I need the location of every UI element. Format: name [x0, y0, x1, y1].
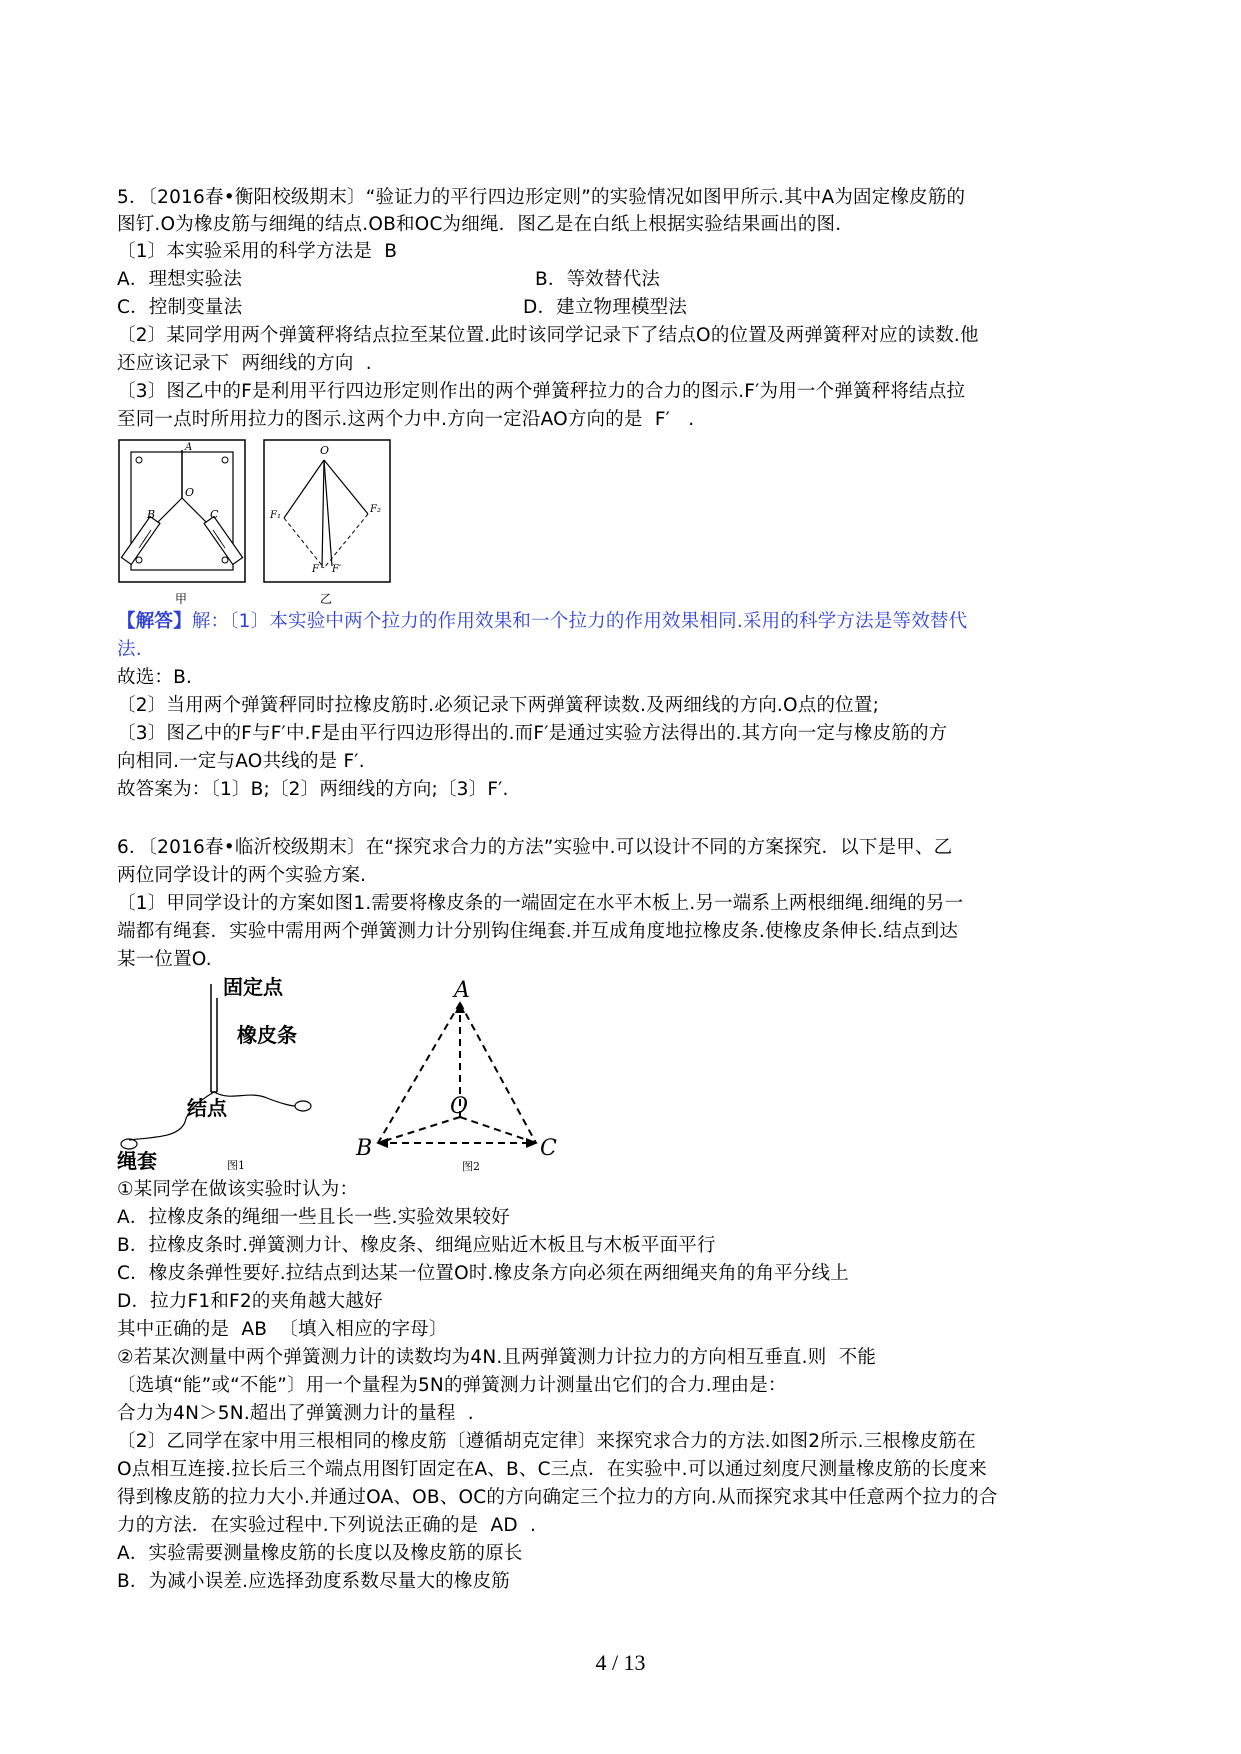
fig-jia-label-o: O — [185, 486, 195, 499]
fig2-label-b: B — [356, 1136, 373, 1161]
fig1-label-fixed-point: 固定点 — [223, 975, 283, 999]
fig-yi-label-f1: F₁ — [270, 510, 281, 521]
q6-sub2-line-2: 〔选填“能”或“不能”〕用一个量程为5N的弹簧测力计测量出它们的合力.理由是： — [117, 1375, 787, 1396]
q6-part2-option-b: B．为减小误差.应选择劲度系数尽量大的橡皮筋 — [117, 1571, 510, 1592]
q6-line-1: 6．〔2016春•临沂校级期末〕在“探究求合力的方法”实验中.可以设计不同的方案探究．以下是甲、乙 — [117, 837, 953, 858]
q6-sub1-option-b: B．拉橡皮条时.弹簧测力计、橡皮条、细绳应贴近木板且与木板平面平行 — [117, 1235, 716, 1256]
q6-part2-line-4: 力的方法．在实验过程中.下列说法正确的是 AD . — [117, 1515, 537, 1536]
q5-line-3: 〔1〕本实验采用的科学方法是 B — [117, 241, 398, 262]
q6-sub1-option-d: D．拉力F1和F2的夹角越大越好 — [117, 1291, 383, 1312]
q5-option-b: B．等效替代法 — [535, 269, 661, 290]
fig-jia-label-b: B — [147, 508, 156, 521]
answer5-line-4: 〔2〕当用两个弹簧秤同时拉橡皮筋时.必须记录下两弹簧秤读数.及两细线的方向.O点的位置; — [117, 695, 880, 716]
q5-line-2: 图钉.O为橡皮筋与细绳的结点.OB和OC为细绳．图乙是在白纸上根据实验结果画出的图． — [117, 214, 854, 235]
answer5-line-2: 法. — [117, 639, 142, 660]
q6-sub2-line-3: 合力为4N＞5N.超出了弹簧测力计的量程 . — [117, 1403, 474, 1424]
q5-option-d: D．建立物理模型法 — [523, 297, 688, 318]
q6-line-5: 某一位置O. — [117, 949, 212, 970]
q6-sub1-intro: ①某同学在做该实验时认为： — [117, 1179, 359, 1200]
answer5-line-7: 故答案为：〔1〕B;〔2〕两细线的方向;〔3〕F′. — [117, 779, 509, 800]
q6-part2-line-1: 〔2〕乙同学在家中用三根相同的橡皮筋〔遵循胡克定律〕来探究求合力的方法.如图2所示.三根橡皮筋在 — [117, 1431, 976, 1452]
fig-yi-label-f: F — [312, 564, 319, 575]
q6-line-4: 端都有绳套．实验中需用两个弹簧测力计分别钩住绳套.并互成角度地拉橡皮条.使橡皮条伸长.结点到达 — [117, 921, 959, 942]
answer5-line-1 — [117, 610, 967, 634]
q6-sub1-option-a: A．拉橡皮条的绳细一些且长一些.实验效果较好 — [117, 1207, 510, 1228]
answer5-line-3: 故选：B. — [117, 667, 193, 688]
fig-jia-label-a: A — [185, 442, 193, 453]
q5-line-1: 5．〔2016春•衡阳校级期末〕“验证力的平行四边形定则”的实验情况如图甲所示.其中A为固定橡皮筋的 — [117, 187, 966, 208]
fig1-label-knot: 结点 — [187, 1096, 227, 1120]
q6-part2-line-2: O点相互连接.拉长后三个端点用图钉固定在A、B、C三点．在实验中.可以通过刻度尺测量橡皮筋的长度来 — [117, 1459, 987, 1480]
q6-sub2-line-1: ②若某次测量中两个弹簧测力计的读数均为4N.且两弹簧测力计拉力的方向相互垂直.则 不能 — [117, 1347, 877, 1368]
fig-jia-label-c: C — [210, 508, 219, 521]
q6-part2-option-a: A．实验需要测量橡皮筋的长度以及橡皮筋的原长 — [117, 1543, 523, 1564]
q6-sub1-option-c: C．橡皮条弹性要好.拉结点到达某一位置O时.橡皮条方向必须在两细绳夹角的角平分线上 — [117, 1263, 849, 1284]
fig2-label-a: A — [454, 978, 470, 1003]
fig-yi-label-fprime: F′ — [332, 564, 342, 575]
answer-tag: 【解答】 — [117, 611, 192, 632]
q6-sub1-answer: 其中正确的是 AB 〔填入相应的字母〕 — [117, 1319, 448, 1340]
q5-line-7: 还应该记录下 两细线的方向 . — [117, 353, 372, 374]
figure-jia — [117, 438, 249, 610]
fig-jia-caption: 甲 — [175, 592, 188, 606]
figure-2 — [350, 975, 570, 1173]
q5-option-a: A．理想实验法 — [117, 269, 243, 290]
q5-option-c: C．控制变量法 — [117, 297, 243, 318]
q5-line-8: 〔3〕图乙中的F是利用平行四边形定则作出的两个弹簧秤拉力的合力的图示.F′为用一个弹簧秤将结点拉 — [117, 381, 966, 402]
q6-line-3: 〔1〕甲同学设计的方案如图1.需要将橡皮条的一端固定在水平木板上.另一端系上两根细绳.细绳的另一 — [117, 893, 964, 914]
q5-line-6: 〔2〕某同学用两个弹簧秤将结点拉至某位置.此时该同学记录下了结点O的位置及两弹簧秤对应的读数.他 — [117, 325, 979, 346]
fig2-label-o: O — [450, 1094, 469, 1119]
fig-yi-label-o: O — [320, 444, 330, 457]
answer5-line-6: 向相同.一定与AO共线的是 F′. — [117, 751, 365, 772]
fig2-caption: 图2 — [462, 1160, 480, 1173]
page-number: 4 / 13 — [595, 1650, 646, 1675]
fig-yi-label-f2: F₂ — [370, 504, 381, 515]
q6-line-2: 两位同学设计的两个实验方案. — [117, 865, 367, 886]
fig1-label-loop: 绳套 — [117, 1149, 157, 1170]
q5-line-9: 至同一点时所用拉力的图示.这两个力中.方向一定沿AO方向的是 F′ . — [117, 409, 695, 430]
q6-part2-line-3: 得到橡皮筋的拉力大小.并通过OA、OB、OC的方向确定三个拉力的方向.从而探究求其中任意两个拉力的合 — [117, 1487, 998, 1508]
fig1-caption: 图1 — [227, 1159, 245, 1170]
fig1-label-band: 橡皮条 — [237, 1023, 297, 1047]
fig2-label-c: C — [540, 1136, 557, 1161]
answer5-line-5: 〔3〕图乙中的F与F′中.F是由平行四边形得出的.而F′是通过实验方法得出的.其方向一定与橡皮筋的方 — [117, 723, 948, 744]
answer5-line-1-text: 解：〔1〕本实验中两个拉力的作用效果和一个拉力的作用效果相同.采用的科学方法是等效替代 — [191, 611, 968, 632]
figure-1 — [117, 972, 317, 1170]
fig-yi-caption: 乙 — [320, 592, 333, 606]
figure-yi — [262, 438, 394, 610]
